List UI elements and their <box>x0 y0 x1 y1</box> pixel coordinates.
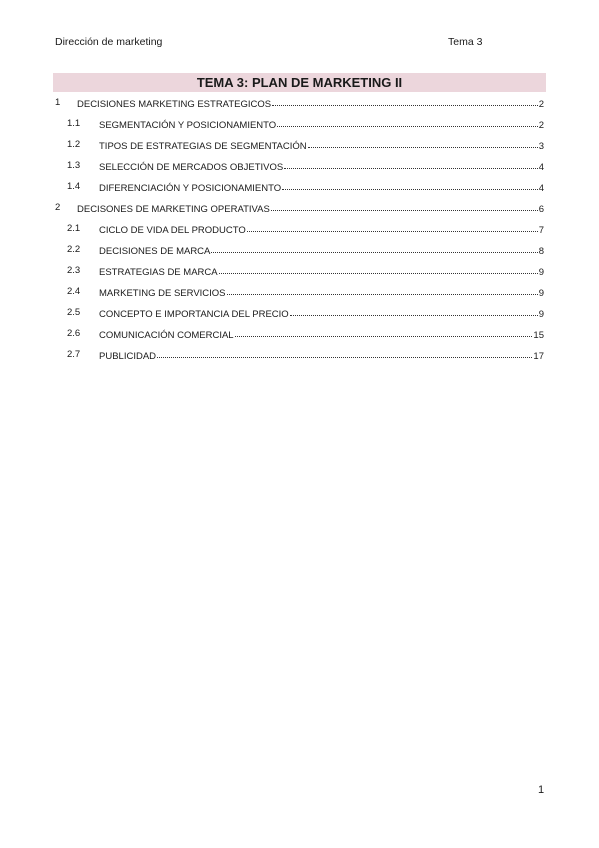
toc-entry-label: PUBLICIDAD <box>99 351 157 362</box>
toc-entry-number: 1.2 <box>67 139 81 150</box>
toc-entry-line <box>99 264 544 280</box>
toc-entry-line <box>99 348 544 364</box>
toc-entry-page: 3 <box>538 141 544 152</box>
toc-entry-page: 9 <box>538 288 544 299</box>
header-chapter: Tema 3 <box>448 36 483 48</box>
toc-dot-leader <box>284 159 537 169</box>
toc-entry[interactable] <box>0 348 599 362</box>
toc-entry-label: DIFERENCIACIÓN Y POSICIONAMIENTO <box>99 183 282 194</box>
toc-entry-number: 2 <box>55 202 61 213</box>
toc-dot-leader <box>272 96 538 106</box>
toc-dot-leader <box>247 222 538 232</box>
toc-entry-line <box>99 222 544 238</box>
toc-entry-label: DECISIONES DE MARCA <box>99 246 211 257</box>
toc-entry[interactable] <box>0 222 599 236</box>
toc-entry-page: 4 <box>538 183 544 194</box>
toc-dot-leader <box>290 306 538 316</box>
toc-entry-page: 6 <box>538 204 544 215</box>
toc-entry-number: 2.5 <box>67 307 81 318</box>
chapter-title: TEMA 3: PLAN DE MARKETING II <box>53 73 546 92</box>
toc-dot-leader <box>308 138 538 148</box>
toc-entry-label: SEGMENTACIÓN Y POSICIONAMIENTO <box>99 120 277 131</box>
toc-entry-number: 1.3 <box>67 160 81 171</box>
toc-entry[interactable] <box>0 180 599 194</box>
toc-dot-leader <box>277 117 538 127</box>
toc-entry-label: CONCEPTO E IMPORTANCIA DEL PRECIO <box>99 309 289 320</box>
toc-entry-label: ESTRATEGIAS DE MARCA <box>99 267 218 278</box>
toc-entry-number: 2.7 <box>67 349 81 360</box>
header-document-title: Dirección de marketing <box>55 36 163 48</box>
toc-entry-label: DECISIONES MARKETING ESTRATEGICOS <box>77 99 272 110</box>
page-header <box>55 36 491 52</box>
toc-entry-number: 1.1 <box>67 118 81 129</box>
toc-entry-page: 17 <box>533 351 544 362</box>
toc-dot-leader <box>211 243 537 253</box>
toc-entry-label: TIPOS DE ESTRATEGIAS DE SEGMENTACIÓN <box>99 141 307 152</box>
toc-entry[interactable] <box>0 201 599 215</box>
toc-entry[interactable] <box>0 138 599 152</box>
toc-entry[interactable] <box>0 243 599 257</box>
toc-entry-page: 2 <box>538 99 544 110</box>
toc-dot-leader <box>157 348 532 358</box>
toc-entry-line <box>99 243 544 259</box>
toc-entry-line <box>99 159 544 175</box>
toc-entry-line <box>77 96 544 112</box>
toc-entry[interactable] <box>0 327 599 341</box>
toc-entry-number: 2.4 <box>67 286 81 297</box>
toc-entry-label: MARKETING DE SERVICIOS <box>99 288 226 299</box>
toc-entry-page: 8 <box>538 246 544 257</box>
toc-entry-label: DECISONES DE MARKETING OPERATIVAS <box>77 204 270 215</box>
toc-entry-page: 15 <box>533 330 544 341</box>
toc-entry[interactable] <box>0 285 599 299</box>
toc-entry-number: 1 <box>55 97 61 108</box>
toc-entry-line <box>99 285 544 301</box>
toc-dot-leader <box>282 180 538 190</box>
toc-entry-label: CICLO DE VIDA DEL PRODUCTO <box>99 225 246 236</box>
toc-entry-number: 2.1 <box>67 223 81 234</box>
toc-entry-page: 9 <box>538 309 544 320</box>
toc-dot-leader <box>219 264 538 274</box>
toc-entry[interactable] <box>0 117 599 131</box>
toc-entry-line <box>77 201 544 217</box>
toc-entry-page: 9 <box>538 267 544 278</box>
toc-entry-number: 2.3 <box>67 265 81 276</box>
toc-entry-line <box>99 306 544 322</box>
toc-entry-number: 2.6 <box>67 328 81 339</box>
toc-entry-label: COMUNICACIÓN COMERCIAL <box>99 330 234 341</box>
toc-dot-leader <box>271 201 538 211</box>
page-number: 1 <box>538 784 545 796</box>
toc-entry-label: SELECCIÓN DE MERCADOS OBJETIVOS <box>99 162 284 173</box>
toc-entry-line <box>99 138 544 154</box>
toc-entry-line <box>99 180 544 196</box>
toc-dot-leader <box>235 327 533 337</box>
toc-entry[interactable] <box>0 159 599 173</box>
toc-dot-leader <box>227 285 538 295</box>
toc-entry-number: 1.4 <box>67 181 81 192</box>
toc-entry-page: 7 <box>538 225 544 236</box>
toc-entry-page: 2 <box>538 120 544 131</box>
toc-entry-line <box>99 327 544 343</box>
toc-entry-number: 2.2 <box>67 244 81 255</box>
toc-entry[interactable] <box>0 306 599 320</box>
toc-entry-line <box>99 117 544 133</box>
toc-entry[interactable] <box>0 264 599 278</box>
toc-entry-page: 4 <box>538 162 544 173</box>
toc-entry[interactable] <box>0 96 599 110</box>
